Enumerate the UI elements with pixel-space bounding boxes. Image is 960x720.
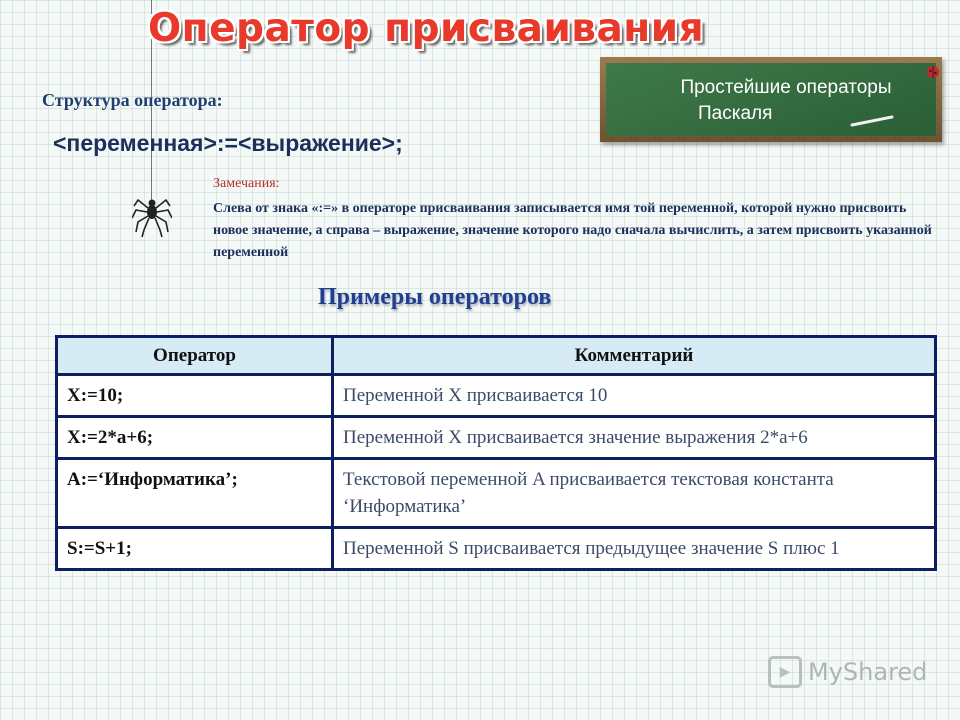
- page-title: Оператор присваивания: [148, 6, 705, 51]
- table-header-row: [57, 337, 936, 375]
- watermark: [768, 656, 927, 688]
- notes-text: Слева от знака «:=» в операторе присваивания записывается имя той переменной, которой нужно присвоить новое значение, а справа – выражение, значение которого надо сначала вычислить, а затем присвоить указанной переменной: [213, 201, 932, 260]
- notes-title: Замечания:: [213, 176, 280, 191]
- chalkboard: [600, 57, 942, 142]
- chalk-icon: [850, 115, 894, 127]
- column-header-operator: Оператор: [57, 337, 333, 375]
- operator-cell: S:=S+1;: [57, 528, 333, 570]
- assignment-syntax: <переменная>:=<выражение>;: [53, 130, 403, 156]
- table-row: [57, 459, 936, 528]
- table-row: [57, 528, 936, 570]
- ladybug-icon: [926, 65, 940, 79]
- operators-table: [55, 335, 937, 571]
- operator-cell: A:=‘Информатика’;: [57, 459, 333, 528]
- watermark-text: MyShared: [808, 658, 928, 686]
- chalkboard-surface: [606, 63, 936, 136]
- table-row: [57, 417, 936, 459]
- comment-cell: Переменной S присваивается предыдущее значение S плюс 1: [333, 528, 936, 570]
- chalkboard-line-2: Паскаля: [698, 103, 773, 124]
- examples-title: Примеры операторов: [318, 284, 552, 310]
- column-header-comment: Комментарий: [333, 337, 936, 375]
- slideshow-icon: ▶: [768, 656, 802, 688]
- operator-cell: X:=10;: [57, 375, 333, 417]
- chalkboard-line-1: Простейшие операторы: [680, 77, 892, 98]
- comment-cell: Текстовой переменной A присваивается текстовая константа ‘Информатика’: [333, 459, 936, 528]
- comment-cell: Переменной X присваивается 10: [333, 375, 936, 417]
- spider-icon: [132, 190, 172, 238]
- table-row: [57, 375, 936, 417]
- structure-label: Структура оператора:: [42, 90, 223, 110]
- operator-cell: X:=2*a+6;: [57, 417, 333, 459]
- comment-cell: Переменной X присваивается значение выражения 2*a+6: [333, 417, 936, 459]
